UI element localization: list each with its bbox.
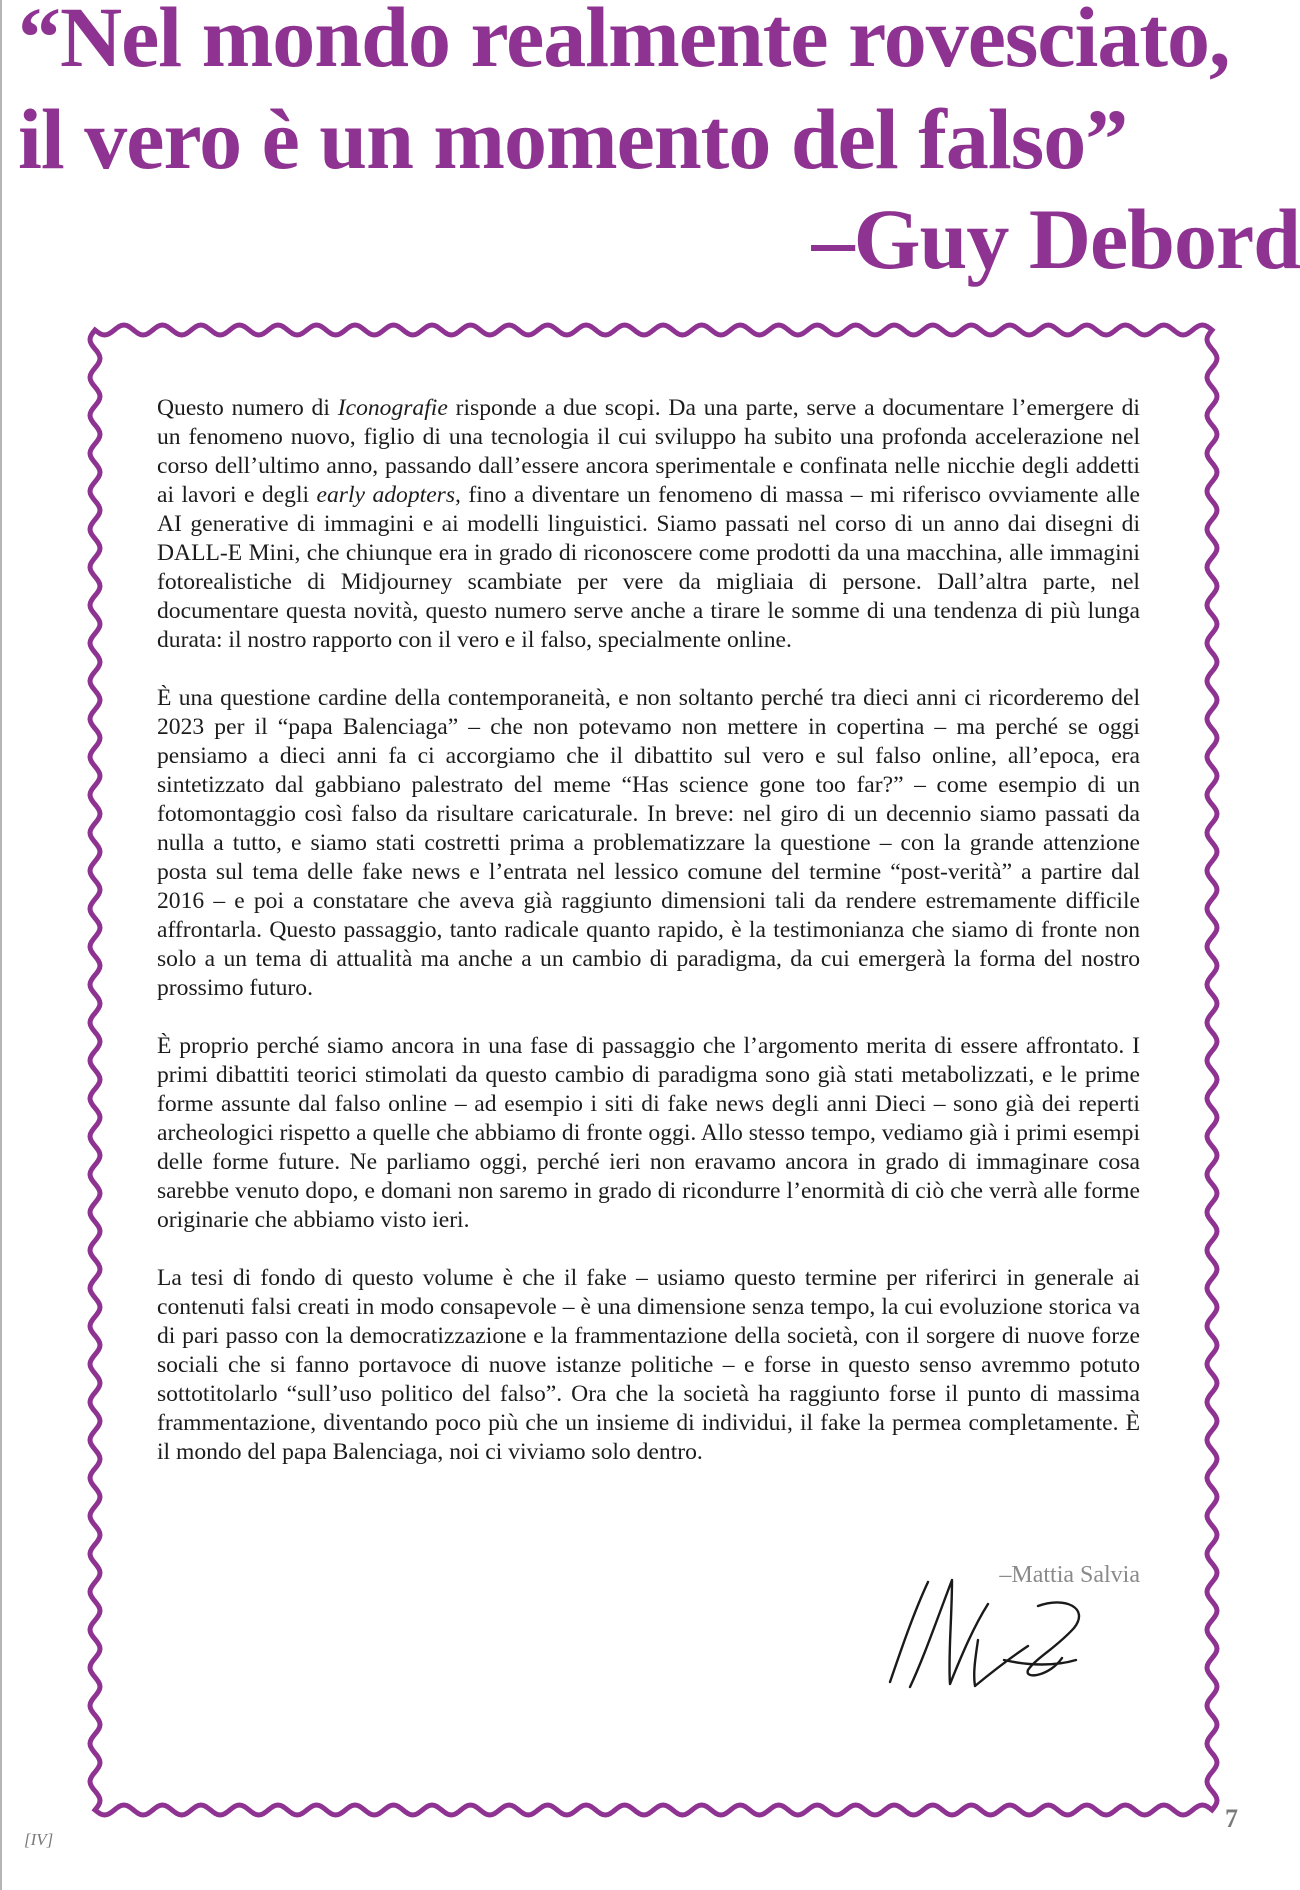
italic-term: early adopters,: [316, 482, 461, 508]
paragraph-2: È una questione cardine della contemporaneità, e non soltanto perché tra dieci anni ci ricorderemo del 2023 per il “papa Balenciaga” – che non potevamo non mettere in copertina – ma perché se oggi pensiamo a dieci anni fa ci accorgiamo che il dibattito sul vero e sul falso online, all’epoca, era sintetizzato dal gabbiano palestrato del meme “Has science gone too far?” – come esempio di un fotomontaggio così falso da risultare caricaturale. In breve: nel giro di un decennio siamo passati da nulla a tutto, e siamo stati costretti prima a problematizzare la questione – con la grande attenzione posta sul tema delle fake news e l’entrata nel lessico comune del termine “post-verità” a partire dal 2016 – e poi a constatare che aveva già raggiunto dimensioni tali da rendere estremamente difficile affrontarla. Questo passaggio, tanto radicale quanto rapido, è la testimonianza che siamo di fronte non solo a un tema di attualità ma anche a un cambio di paradigma, da cui emergerà la forma del nostro prossimo futuro.: [157, 685, 1140, 1001]
page-number: 7: [1225, 1804, 1238, 1833]
handwritten-signature: [880, 1562, 1150, 1702]
quote-line-2: il vero è un momento del falso”: [18, 91, 1128, 187]
issue-mark: [IV]: [24, 1830, 54, 1849]
paragraph-1: Questo numero di Iconografie risponde a due scopi. Da una parte, serve a documentare l’emergere di un fenomeno nuovo, figlio di una tecnologia il cui sviluppo ha subito una profonda accelerazione nel corso dell’ultimo anno, passando dall’essere ancora sperimentale e confinata nelle nicchie degli addetti ai lavori e degli early adopters, fino a diventare un fenomeno di massa – mi riferisco ovviamente alle AI generative di immagini e ai modelli linguistici. Siamo passati nel corso di un anno dai disegni di DALL-E Mini, che chiunque era in grado di riconoscere come prodotti da una macchina, alle immagini fotorealistiche di Midjourney scambiate per vere da migliaia di persone. Dall’altra parte, nel documentare questa novità, questo numero serve anche a tirare le somme di una tendenza di più lunga durata: il nostro rapporto con il vero e il falso, specialmente online.: [157, 395, 1141, 653]
quote-line-1: “Nel mondo realmente rovesciato,: [18, 0, 1230, 85]
editorial-text: [157, 394, 1140, 1496]
paragraph-4: La tesi di fondo di questo volume è che il fake – usiamo questo termine per riferirci in generale ai contenuti falsi creati in modo consapevole – è una dimensione senza tempo, la cui evoluzione storica va di pari passo con la democratizzazione e la frammentazione della società, con il sorgere di nuove forze sociali che si fanno portavoce di nuove istanze politiche – e forse in questo senso avremmo potuto sottotitolarlo “sull’uso politico del falso”. Ora che la società ha raggiunto forse il punto di massima frammentazione, diventando poco più che un insieme di individui, il fake la permea completamente. È il mondo del papa Balenciaga, noi ci viviamo solo dentro.: [157, 1265, 1140, 1465]
quote-author: –Guy Debord: [811, 191, 1300, 287]
paragraph-3: È proprio perché siamo ancora in una fase di passaggio che l’argomento merita di essere affrontato. I primi dibattiti teorici stimolati da questo cambio di paradigma sono già stati metabolizzati, e le prime forme assunte dal falso online – ad esempio i siti di fake news degli anni Dieci – sono già dei reperti archeologici rispetto a quelle che abbiamo di fronte oggi. Allo stesso tempo, vediamo già i primi esempi delle forme future. Ne parliamo oggi, perché ieri non eravamo ancora in grado di immaginare cosa sarebbe venuto dopo, e domani non saremo in grado di ricondurre l’enormità di ciò che verrà alle forme originarie che abbiamo visto ieri.: [157, 1033, 1140, 1233]
author-name: –Mattia Salvia: [999, 1562, 1140, 1588]
signature-block: [880, 1562, 1150, 1702]
magazine-title: Iconografie: [337, 395, 448, 421]
